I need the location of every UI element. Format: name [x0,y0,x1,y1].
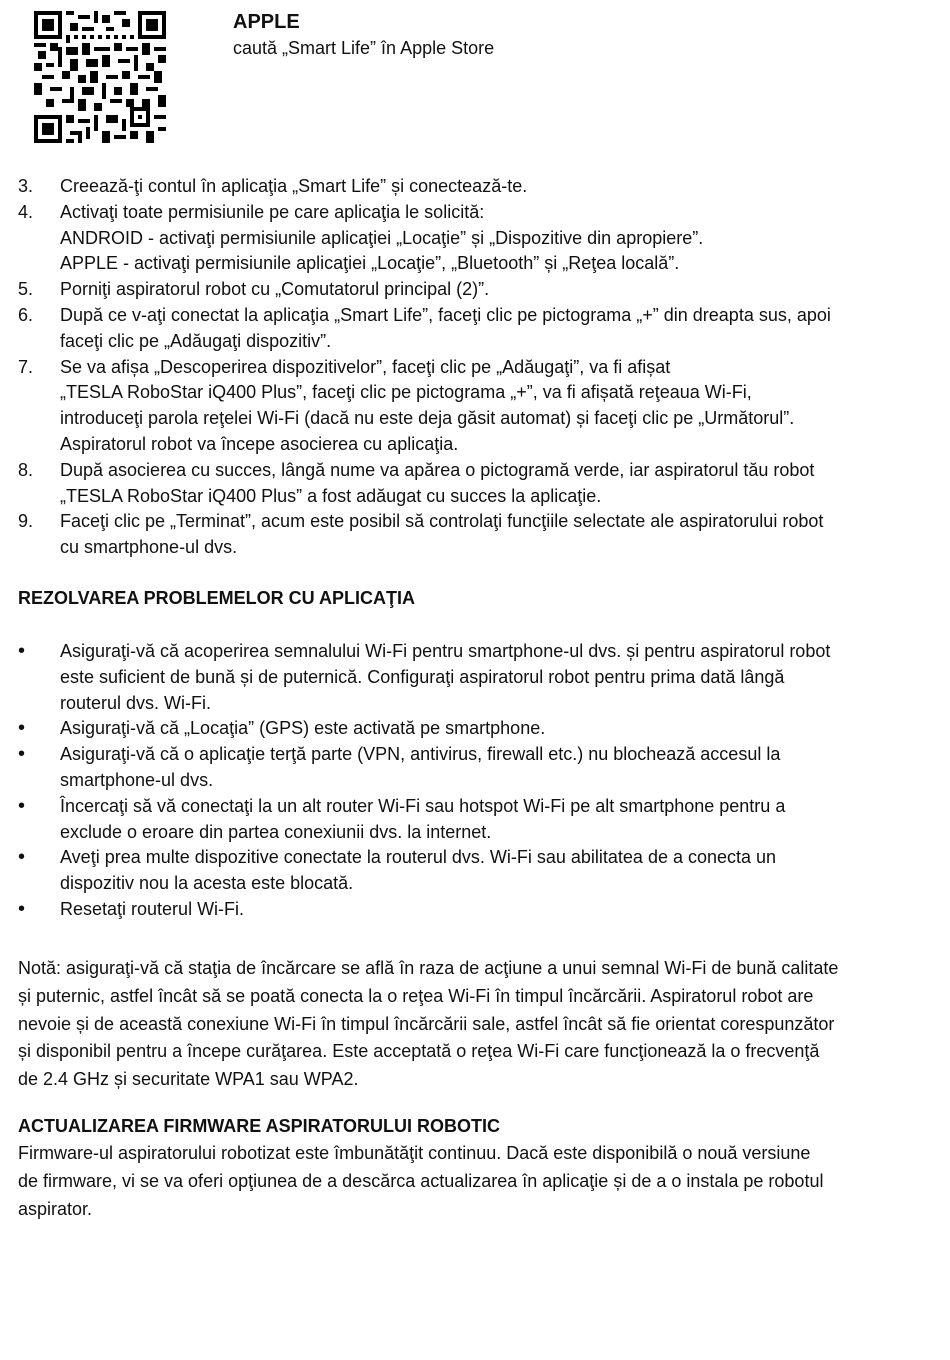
step-number: 9. [18,511,34,532]
firmware-text: de firmware, vi se va oferi opţiunea de a descărca actualizarea în aplicaţie și de a o instala pe robotul [18,1170,824,1191]
note-text: Notă: asiguraţi-vă că staţia de încărcare se află în raza de acţiune a unui semnal Wi-Fi de bună calitate [18,958,839,978]
step-text: Se va afișa „Descoperirea dispozitivelor”, faceţi clic pe „Adăugaţi”, va fi afișat [60,356,671,377]
step-item [18,509,908,561]
bullet-icon: • [18,717,26,740]
bullet-icon: • [18,743,26,766]
step-item [18,355,908,458]
step-number: 8. [18,459,34,480]
troubleshoot-text: dispozitiv nou la acesta este blocată. [60,873,354,894]
step-text: Activaţi toate permisiunile pe care aplicaţia le solicită: [60,201,485,222]
troubleshoot-text: Încercaţi să vă conectaţi la un alt router Wi-Fi sau hotspot Wi-Fi pe alt smartphone pentru a [60,795,786,816]
step-number: 7. [18,356,34,377]
store-search-text: caută „Smart Life” în Apple Store [233,38,495,58]
store-title: APPLE [233,11,300,33]
troubleshoot-text: Asiguraţi-vă că o aplicaţie terţă parte (VPN, antivirus, firewall etc.) nu blochează accesul la [60,744,781,765]
step-text: Aspiratorul robot va începe asocierea cu aplicaţia. [60,433,459,454]
note-text: și puternic, astfel încât să se poată conecta la o reţea Wi-Fi în timpul încărcării. Aspiratorul robot are [18,985,814,1006]
step-item [18,277,908,303]
note-text: și disponibil pentru a începe curăţarea. Este acceptată o reţea Wi-Fi care funcţionează la o frecvenţă [18,1041,820,1062]
step-number: 3. [18,176,34,196]
step-text: cu smartphone-ul dvs. [60,537,238,558]
step-text: Creează-ţi contul în aplicaţia „Smart Life” și conectează-te. [60,176,528,196]
step-item [18,458,908,510]
note-text: nevoie și de această conexiune Wi-Fi în timpul încărcării sale, astfel încât să fie orientat corespunzător [18,1013,835,1034]
troubleshoot-list [18,639,908,923]
firmware-text: Firmware-ul aspiratorului robotizat este îmbunătăţit continuu. Dacă este disponibilă o nouă versiune [18,1143,811,1163]
step-text: faceţi clic pe „Adăugaţi dispozitiv”. [60,330,332,351]
troubleshoot-item [18,742,908,794]
bullet-icon: • [18,640,26,662]
troubleshoot-text: Asiguraţi-vă că acoperirea semnalului Wi-Fi pentru smartphone-ul dvs. și pentru aspiratorul robot [60,641,831,661]
troubleshoot-text: Aveţi prea multe dispozitive conectate la routerul dvs. Wi-Fi sau abilitatea de a conecta un [60,847,777,868]
step-text: ANDROID - activaţi permisiunile aplicaţiei „Locaţie” și „Dispozitive din apropiere”. [60,227,704,248]
bullet-icon: • [18,897,26,920]
firmware-paragraph [18,1140,908,1223]
step-text: Faceţi clic pe „Terminat”, acum este posibil să controlaţi funcţiile selectate ale aspiratorului robot [60,511,824,532]
step-number: 6. [18,304,34,325]
step-item [18,200,908,277]
bullet-icon: • [18,846,26,869]
firmware-text: aspirator. [18,1198,93,1219]
step-text: După asocierea cu succes, lângă nume va apărea o pictogramă verde, iar aspiratorul tău robot [60,459,815,480]
troubleshoot-item [18,639,908,716]
store-info [233,9,494,61]
troubleshoot-item [18,794,908,846]
step-item [18,303,908,355]
qr-code-image [34,11,166,143]
troubleshoot-item [18,897,908,923]
step-text: Porniţi aspiratorul robot cu „Comutatorul principal (2)”. [60,279,490,300]
note-paragraph [18,955,908,1094]
step-number: 4. [18,201,34,222]
step-text: „TESLA RoboStar iQ400 Plus”, faceţi clic pe pictograma „+”, va fi afișată reţeaua Wi-Fi, [60,382,752,403]
troubleshoot-text: este suficient de bună și de puternică. Configuraţi aspiratorul robot pentru prima dată lângă [60,666,785,687]
firmware-heading: ACTUALIZAREA FIRMWARE ASPIRATORULUI ROBOTIC [18,1116,500,1136]
step-text: introduceţi parola reţelei Wi-Fi (dacă nu este deja găsit automat) și faceţi clic pe „Următorul”. [60,408,795,429]
troubleshoot-item [18,845,908,897]
troubleshoot-heading: REZOLVAREA PROBLEMELOR CU APLICAŢIA [18,588,415,608]
troubleshoot-text: exclude o eroare din partea conexiunii dvs. la internet. [60,821,492,842]
bullet-icon: • [18,794,26,817]
troubleshoot-text: Resetaţi routerul Wi-Fi. [60,898,245,919]
step-text: „TESLA RoboStar iQ400 Plus” a fost adăugat cu succes la aplicaţie. [60,485,602,506]
note-text: de 2.4 GHz și securitate WPA1 sau WPA2. [18,1069,359,1090]
step-number: 5. [18,279,34,300]
troubleshoot-item [18,716,908,742]
step-text: APPLE - activaţi permisiunile aplicaţiei „Locaţie”, „Bluetooth” și „Reţea locală”. [60,253,680,274]
step-item [18,174,908,200]
troubleshoot-text: smartphone-ul dvs. [60,769,214,790]
troubleshoot-text: Asiguraţi-vă că „Locaţia” (GPS) este activată pe smartphone. [60,718,546,739]
step-text: După ce v-aţi conectat la aplicaţia „Smart Life”, faceţi clic pe pictograma „+” din dreapta sus, apoi [60,304,831,325]
troubleshoot-text: routerul dvs. Wi-Fi. [60,692,212,713]
setup-steps-list [18,174,908,561]
